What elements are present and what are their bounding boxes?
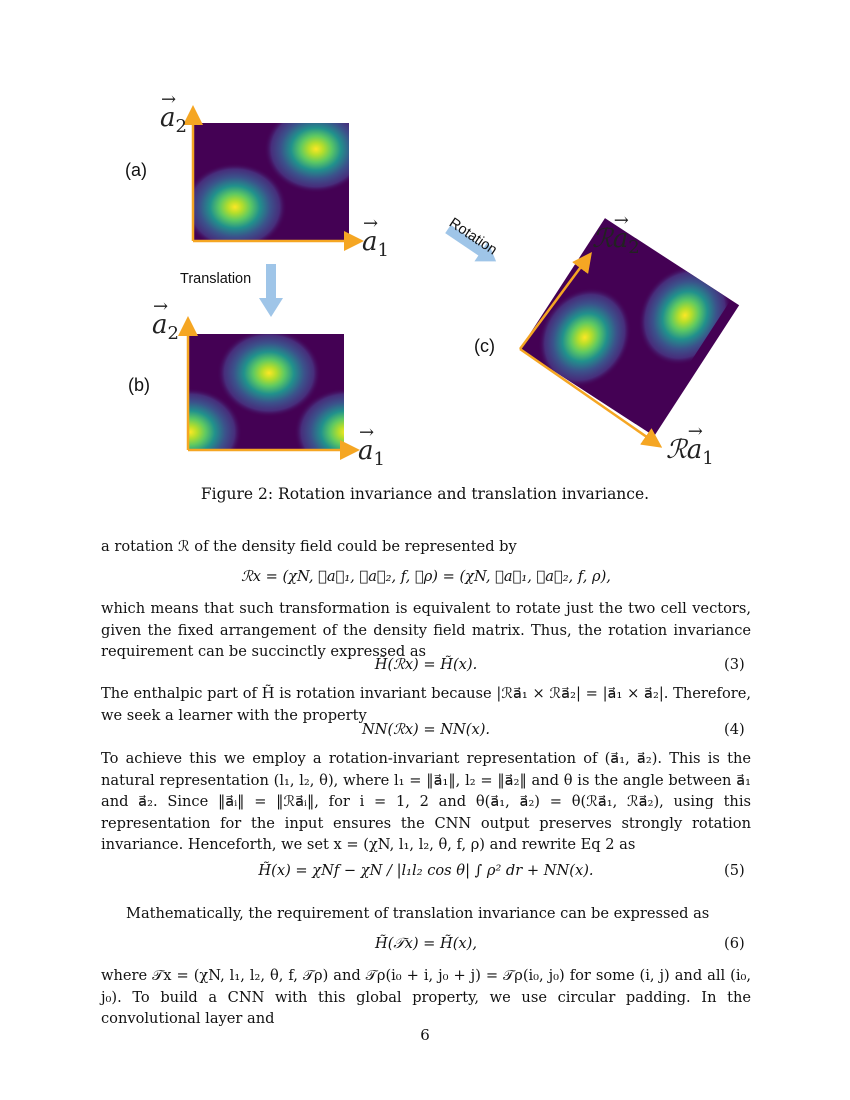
equation-5-number: (5) — [724, 862, 745, 879]
panel-b-axis-a1: → $a_1$ — [358, 436, 385, 470]
paragraph-where: where 𝒯x = (χN, l₁, l₂, θ, f, 𝒯ρ) and 𝒯ρ(i₀ + i, j₀ + j) = 𝒯ρ(i₀, j₀) for some (i, j) and all (i₀, j₀). To build a CNN with this global property, we use circular padding. In the convolutional layer and — [101, 967, 751, 1027]
equation-6: H̃(𝒯x) = H̃(x), — [374, 935, 477, 952]
equation-6-number: (6) — [724, 935, 745, 952]
page-number: 6 — [420, 1026, 430, 1044]
panel-a-heatmap — [183, 105, 368, 251]
panel-a-axis-a1: → $a_1$ — [362, 227, 389, 261]
panel-a-label: (a) — [125, 160, 147, 180]
paragraph-which: which means that such transformation is equivalent to rotate just the two cell vectors, given the fixed arrangement of the density field matrix. Thus, the rotation invariance requirement can be succinctly expressed as — [101, 600, 751, 660]
equation-5: H̃(x) = χNf − χN / |l₁l₂ cos θ| ∫ ρ² dr + NN(x). — [258, 862, 594, 879]
panel-b-axis-a2: → $a_2$ — [152, 310, 179, 344]
paragraph-math: Mathematically, the requirement of translation invariance can be expressed as — [126, 905, 710, 922]
paragraph-achieve: To achieve this we employ a rotation-invariant representation of (a⃗₁, a⃗₂). This is the natural representation (l₁, l₂, θ), where l₁ = ‖a⃗₁‖, l₂ = ‖a⃗₂‖ and θ is the angle between a⃗₁ and a⃗₂. Since ‖a⃗ᵢ‖ = ‖ℛa⃗ᵢ‖, for i = 1, 2 and θ(a⃗₁, a⃗₂) = θ(ℛa⃗₁, ℛa⃗₂), using this representation for the input ensures the CNN output preserves strongly rotation invariance. Henceforth, we set x = (χN, l₁, l₂, θ, f, ρ) and rewrite Eq 2 as — [101, 750, 751, 853]
equation-4: NN(ℛx) = NN(x). — [361, 721, 491, 738]
translation-arrow — [259, 264, 283, 317]
panel-b-label: (b) — [128, 375, 150, 395]
equation-4-number: (4) — [724, 721, 745, 738]
panel-c-axis-ra1: ℛ→ $a_1$ — [666, 435, 714, 469]
figure-2 — [0, 0, 850, 520]
panel-a-axis-a2: → $a_2$ — [160, 103, 187, 137]
figure-caption: Figure 2: Rotation invariance and translation invariance. — [200, 485, 650, 503]
panel-c-label: (c) — [474, 336, 495, 356]
panel-c-axis-ra2: ℛ→ $a_2$ — [592, 224, 640, 258]
paragraph-enthalpic: The enthalpic part of H̃ is rotation invariant because |ℛa⃗₁ × ℛa⃗₂| = |a⃗₁ × a⃗₂|. Therefore, we seek a learner with the property — [101, 685, 751, 724]
equation-3: H̃(ℛx) = H̃(x). — [374, 656, 478, 673]
equation-rotation: ℛx = (χN, ℛa⃗₁, ℛa⃗₂, f, ℛρ) = (χN, ℛa⃗₁, ℛa⃗₂, f, ρ), — [241, 568, 611, 585]
rotation-label: Rotation — [446, 215, 500, 259]
equation-3-number: (3) — [724, 656, 745, 673]
figure-graphic — [0, 0, 850, 500]
intro-text: a rotation ℛ of the density field could be represented by — [101, 538, 517, 555]
translation-label: Translation — [180, 271, 252, 287]
